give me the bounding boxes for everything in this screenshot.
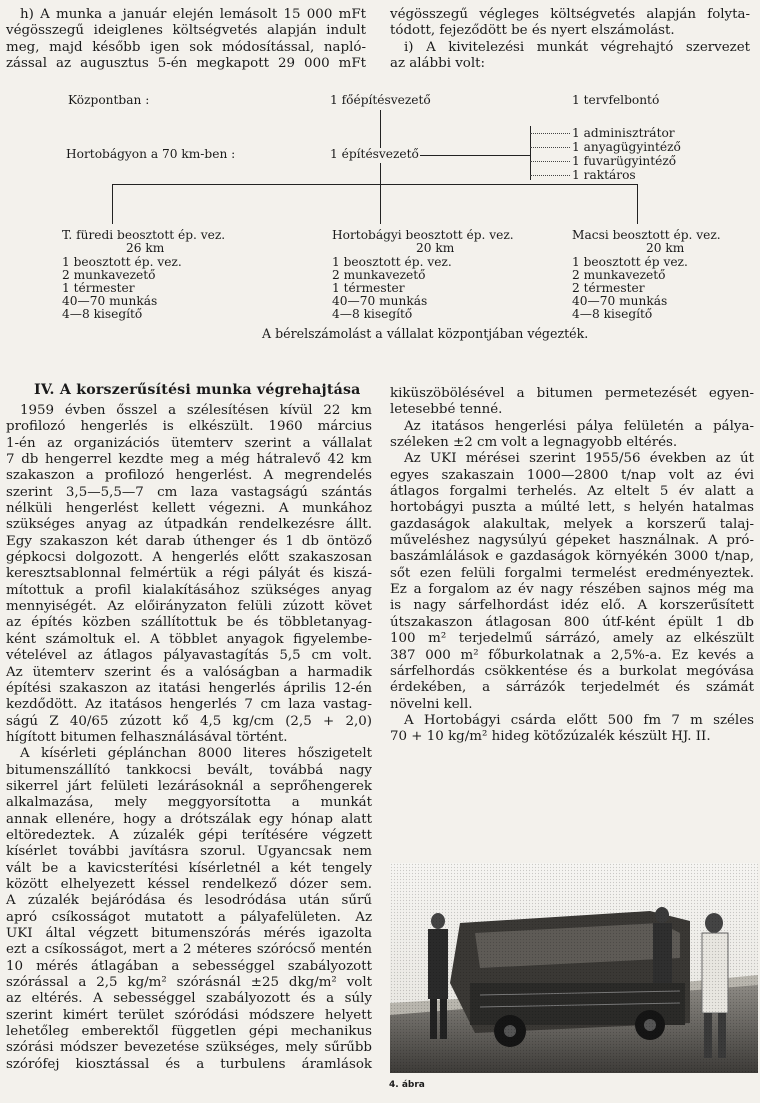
staff-tick	[530, 147, 570, 148]
intro-right-line: az alábbi volt:	[390, 56, 486, 72]
text-line: hígított bitumen felhasználásával történt.	[6, 729, 288, 745]
branch-title: Hortobágyi beosztott ép. vez.	[332, 228, 514, 242]
central-planner: 1 tervfelbontó	[572, 93, 660, 107]
text-line: apró csíkosságot mutatott a pályafelületen. Az	[6, 909, 372, 925]
text-line: hortobágyi puszta a múlté lett, s helyén hatalmas	[390, 500, 754, 516]
text-line: 100 m² terjedelmű sárrázó, amely az elkészült	[390, 631, 754, 647]
section-heading: IV. A korszerűsítési munka végrehajtása	[34, 382, 361, 398]
staff-tick	[530, 161, 570, 162]
text-line: egyes szakaszain 1000—2800 t/nap volt az évi	[390, 467, 754, 483]
text-line: szakaszon a profilozó hengerlést. A megrendelés	[6, 468, 372, 484]
text-line: között elhelyezett késsel rendelkező dózer sem.	[6, 876, 372, 892]
central-engineer: 1 főépítésvezető	[330, 93, 431, 107]
central-label: Központban :	[68, 93, 150, 107]
branch-item: 40—70 munkás	[332, 294, 428, 308]
text-line: 1959 évben ősszel a szélesítésen kívül 22 km	[20, 403, 372, 418]
text-line: 10 mérés átlagában a sebességgel szabályozott	[6, 958, 372, 974]
staff-item: 1 anyagügyintéző	[572, 140, 681, 154]
right-column	[390, 386, 754, 746]
text-line: sőt ezen felüli forgalmi termelést eredményeztek.	[390, 565, 754, 581]
staff-tick	[530, 175, 570, 176]
text-line: bitumenszállító tankkocsi bevált, továbbá nagy	[6, 762, 372, 778]
text-line: Az itatásos hengerlési pálya felületén a pálya-	[404, 418, 754, 434]
intro-left-line: végösszegű ideiglenes költségvetés alapján indult	[6, 23, 366, 39]
branch-item: 4—8 kisegítő	[332, 307, 413, 321]
text-line: az építés közben szállítottuk be és többletanyag-	[6, 615, 372, 631]
text-line: kiküszöbölésével a bitumen permetezését egyen-	[390, 386, 754, 401]
staff-bracket	[530, 126, 531, 180]
connector-central-to-site	[380, 110, 381, 148]
text-line: vételével az átlagos pályavastagítás 5,5 cm volt.	[6, 648, 372, 664]
text-line: sárfelhordás csökkentése és a burkolat megóvása	[390, 663, 754, 679]
text-line: 387 000 m² főburkolatnak a 2,5%-a. Ez kevés a	[390, 647, 754, 663]
intro-right-paragraph	[390, 7, 750, 73]
intro-left-line: zással az augusztus 5-én megkapott 29 000 mFt	[6, 56, 366, 72]
figure-photo	[390, 863, 758, 1073]
text-line: ként számoltuk el. A többlet anyagok figyelembe-	[6, 631, 372, 647]
branch-item: 4—8 kisegítő	[62, 307, 143, 321]
text-line: az eltérés. A sebességgel szabályozott és a súly	[6, 991, 372, 1007]
intro-right-line: végösszegű végleges költségvetés alapján folyta-	[390, 7, 750, 22]
text-line: 1-én az organizációs ütemterv szerint a vállalat	[6, 435, 372, 451]
site-manager: 1 építésvezető	[330, 147, 419, 161]
text-line: A kísérleti géplánchan 8000 literes hőszigetelt	[20, 746, 372, 762]
branch-item: 1 beosztott ép. vez.	[332, 255, 452, 269]
branch-item: 2 munkavezető	[332, 268, 426, 282]
branch-item: 2 munkavezető	[572, 268, 666, 282]
branch-item: 40—70 munkás	[62, 294, 158, 308]
branch-item: 1 beosztott ép. vez.	[62, 255, 182, 269]
text-line: Az UKI mérései szerint 1955/56 években az út	[404, 451, 754, 467]
branch-item: 40—70 munkás	[572, 294, 668, 308]
intro-right-line: tódott, fejeződött be és nyert elszámolást.	[390, 23, 675, 39]
intro-right-line: i) A kivitelezési munkát végrehajtó szervezet	[404, 39, 750, 55]
staff-item: 1 adminisztrátor	[572, 126, 675, 140]
text-line: Ez a forgalom az év nagy részében sajnos még ma	[390, 582, 754, 598]
intro-left-line: meg, majd később igen sok módosítással, napló-	[6, 39, 366, 55]
branch-distance: 20 km	[416, 241, 455, 255]
branch-item: 1 térmester	[62, 281, 135, 295]
intro-left-line: h) A munka a január elején lemásolt 15 000 mFt	[20, 7, 366, 22]
text-line: kísérlet további javításra szorul. Ugyancsak nem	[6, 844, 372, 860]
branch-drop	[112, 184, 113, 224]
text-line: mítottuk a profil kialakításához szükséges anyag	[6, 582, 372, 598]
site-label: Hortobágyon a 70 km-ben :	[66, 147, 236, 161]
text-line: szükséges anyag az útpadkán rendelkezésre állt.	[6, 517, 372, 533]
text-line: sikerrel járt felületi lezárásoknál a seprőhengerek	[6, 778, 372, 794]
text-line: lehetőleg emberektől független gépi mechanikus	[6, 1024, 372, 1040]
text-line: növelni kell.	[390, 696, 473, 712]
text-line: A zúzalék bejáródása és lesodródása után sűrű	[6, 893, 372, 909]
branch-bus	[112, 184, 637, 185]
text-line: profilozó hengerlés is elkészült. 1960 március	[6, 419, 372, 435]
payroll-note: A bérelszámolást a vállalat központjában végezték.	[262, 326, 589, 341]
text-line: szórási módszer bevezetése szükséges, mely sűrűbb	[6, 1040, 372, 1056]
text-line: 7 db hengerrel kezdte meg a még hátralevő 42 km	[6, 452, 372, 468]
text-line: alkalmazása, mely meggyorsította a munkát	[6, 795, 372, 811]
text-line: műveléshez nagysúlyú gépeket használnak. A pró-	[390, 533, 754, 549]
text-line: Egy szakaszon két darab úthenger és 1 db öntöző	[6, 533, 372, 549]
text-line: Az ütemterv szerint és a valóságban a harmadik	[6, 664, 372, 680]
figure-caption: 4. ábra	[389, 1080, 425, 1090]
text-line: építési szakaszon az itatási hengerlés április 12-én	[6, 680, 372, 696]
branch-distance: 20 km	[646, 241, 685, 255]
text-line: ságú Z 40/65 zúzott kő 4,5 kg/cm (2,5 + 2,0)	[6, 713, 372, 729]
text-line: szórófej kiosztással és a turbulens áramlások	[6, 1056, 372, 1072]
branch-item: 1 beosztott ép vez.	[572, 255, 688, 269]
truck-photo-illustration	[390, 863, 758, 1073]
branch-item: 4—8 kisegítő	[572, 307, 653, 321]
text-line: baszámlálások e gazdaságok környékén 3000 t/nap,	[390, 549, 754, 565]
text-line: annak ellenére, hogy a drótszálak egy hónap alatt	[6, 811, 372, 827]
text-line: eltöredeztek. A zúzalék gépi terítésére végzett	[6, 827, 372, 843]
text-line: szerint kimért terület szóródási módszere helyett	[6, 1007, 372, 1023]
text-line: széleken ±2 cm volt a legnagyobb eltérés.	[390, 435, 678, 451]
text-line: vált be a kavicsterítési kísérletnél a két tengely	[6, 860, 372, 876]
connector-site-to-staff	[420, 155, 530, 156]
left-column	[6, 403, 372, 1073]
text-line: átlagos forgalmi terhelés. Az eltelt 5 év alatt a	[390, 484, 754, 500]
text-line: UKI által végzett bitumenszórás mérés igazolta	[6, 926, 372, 941]
branch-distance: 26 km	[126, 241, 165, 255]
text-line: nélküli hengerlést kellett végezni. A munkához	[6, 501, 372, 517]
branch-item: 1 térmester	[332, 281, 405, 295]
branch-drop	[380, 184, 381, 224]
branch-drop	[637, 184, 638, 224]
text-line: 70 + 10 kg/m² hideg kötőzúzalék készült HJ. II.	[390, 729, 711, 745]
text-line: keresztsablonnal felmértük a régi pályát és kiszá-	[6, 566, 372, 582]
branch-title: T. füredi beosztott ép. vez.	[62, 228, 226, 242]
text-line: kezdődött. Az itatásos hengerlés 7 cm laza vastag-	[6, 697, 372, 713]
text-line: útszakaszon átlagosan 800 útf-ként épült 1 db	[390, 614, 754, 630]
text-line: szerint 3,5—5,5—7 cm laza vastagságú szántás	[6, 484, 372, 500]
text-line: is nagy sárfelhordást idéz elő. A korszerűsített	[390, 598, 754, 614]
text-line: ezt a csíkosságot, mert a 2 méteres szórócső mentén	[6, 942, 372, 958]
branch-item: 2 térmester	[572, 281, 645, 295]
intro-left-paragraph	[6, 7, 366, 73]
text-line: gazdaságok alakultak, melyek a korszerű talaj-	[390, 516, 754, 532]
text-line: letesebbé tenné.	[390, 402, 503, 418]
text-line: gépkocsi dolgozott. A hengerlés előtt szakaszosan	[6, 550, 372, 566]
branch-item: 2 munkavezető	[62, 268, 156, 282]
connector-site-to-branches	[380, 163, 381, 184]
staff-item: 1 fuvarügyintéző	[572, 154, 677, 168]
text-line: mennyiségét. Az előirányzaton felüli zúzott követ	[6, 599, 372, 615]
staff-tick	[530, 133, 570, 134]
text-line: szórással a 2,5 kg/m² szórásnál ±25 dkg/m² volt	[6, 975, 372, 991]
text-line: A Hortobágyi csárda előtt 500 fm 7 m széles	[404, 712, 754, 728]
staff-item: 1 raktáros	[572, 168, 636, 182]
branch-title: Macsi beosztott ép. vez.	[572, 228, 721, 242]
text-line: érdekében, a sárrázók terjedelmét és számát	[390, 680, 754, 696]
